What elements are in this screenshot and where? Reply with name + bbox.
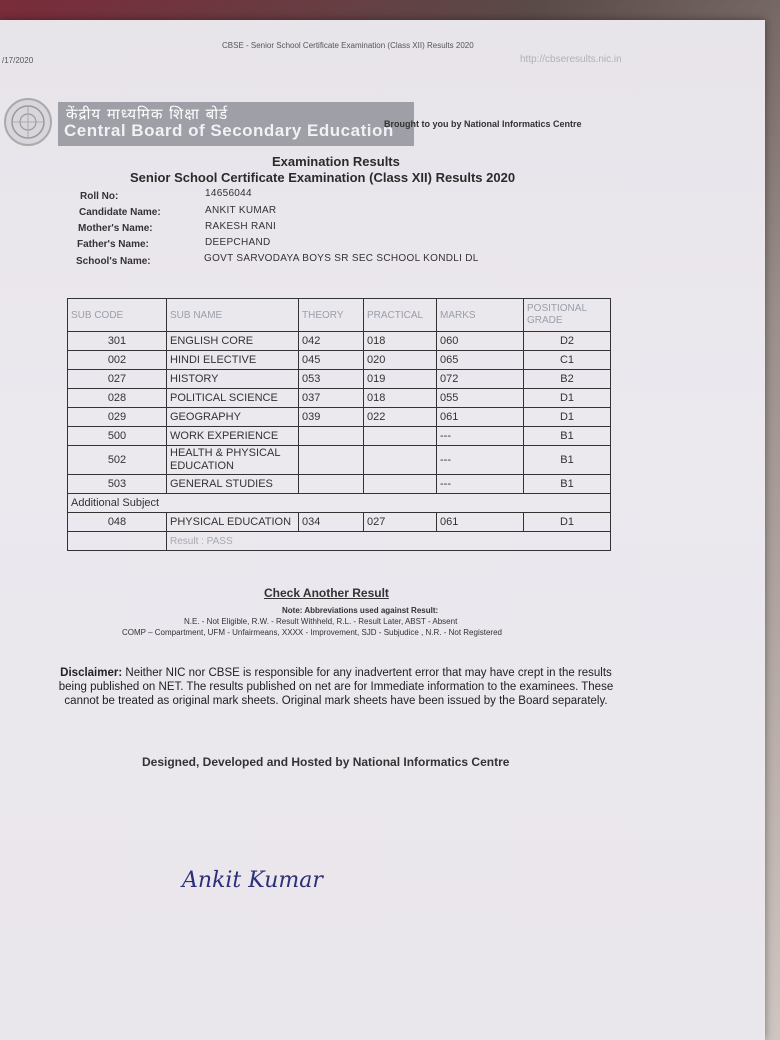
marks-cell: 065 [437,351,524,370]
header-positional-grade: POSITIONAL GRADE [524,299,611,332]
table-row [68,370,611,389]
marks-table [67,298,611,551]
board-name-english: Central Board of Secondary Education [64,121,394,140]
grade-cell: D1 [524,513,611,532]
sub-code-cell: 002 [68,351,167,370]
handwritten-signature: Ankit Kumar [182,868,323,893]
sub-code-cell: 502 [68,446,167,475]
table-row [68,513,611,532]
sub-name-cell: ENGLISH CORE [167,332,299,351]
theory-cell: 042 [299,332,364,351]
practical-cell: 022 [364,408,437,427]
header-sub-code: SUB CODE [68,299,167,332]
sub-code-cell: 028 [68,389,167,408]
practical-cell: 019 [364,370,437,389]
table-row [68,446,611,475]
note-line-1: N.E. - Not Eligible, R.W. - Result Withheld, R.L. - Result Later, ABST - Absent [184,617,458,626]
sub-name-cell: GENERAL STUDIES [167,475,299,494]
table-row [68,351,611,370]
marks-cell: --- [437,446,524,475]
note-line-2: COMP – Compartment, UFM - Unfairmeans, XXXX - Improvement, SJD - Subjudice , N.R. - Not Registered [122,628,502,637]
theory-cell: 039 [299,408,364,427]
header-sub-name: SUB NAME [167,299,299,332]
grade-cell: D1 [524,408,611,427]
cbse-emblem-icon [4,98,52,146]
print-date: /17/2020 [2,56,34,65]
board-name-hindi: केंद्रीय माध्यमिक शिक्षा बोर्ड [66,105,229,123]
practical-cell: 018 [364,332,437,351]
result-spacer [68,532,167,551]
sub-code-cell: 301 [68,332,167,351]
practical-cell [364,475,437,494]
sub-code-cell: 027 [68,370,167,389]
note-title: Note: Abbreviations used against Result: [282,606,439,615]
table-row [68,427,611,446]
marks-cell: 061 [437,513,524,532]
exam-results-heading: Examination Results [272,154,400,169]
sub-code-cell: 500 [68,427,167,446]
sub-name-cell: GEOGRAPHY [167,408,299,427]
theory-cell: 053 [299,370,364,389]
marks-cell: 060 [437,332,524,351]
sub-name-cell: WORK EXPERIENCE [167,427,299,446]
grade-cell: B2 [524,370,611,389]
disclaimer-block [56,666,616,708]
marks-cell: 061 [437,408,524,427]
theory-cell [299,446,364,475]
roll-value: 14656044 [205,188,252,199]
sub-name-cell: HEALTH & PHYSICAL EDUCATION [167,446,299,475]
check-another-result-link[interactable]: Check Another Result [264,586,389,600]
father-name-label: Father's Name: [77,239,149,250]
table-row [68,475,611,494]
roll-label: Roll No: [80,191,119,202]
theory-cell: 034 [299,513,364,532]
header-theory: THEORY [299,299,364,332]
theory-cell: 045 [299,351,364,370]
grade-cell: D2 [524,332,611,351]
grade-cell: B1 [524,427,611,446]
printed-result-sheet [0,20,765,1040]
additional-subject-label: Additional Subject [68,494,611,513]
practical-cell: 027 [364,513,437,532]
marks-cell: 055 [437,389,524,408]
sub-code-cell: 503 [68,475,167,494]
designed-by-text: Designed, Developed and Hosted by National Informatics Centre [142,755,510,769]
disclaimer-text: Neither NIC nor CBSE is responsible for any inadvertent error that may have crept in the results being published on NET. The results published on net are for Immediate information to the examinees. These cannot be treated as original mark sheets. Original mark sheets have been issued by the Board separately. [58,667,614,707]
grade-cell: C1 [524,351,611,370]
sub-name-cell: POLITICAL SCIENCE [167,389,299,408]
candidate-name-label: Candidate Name: [79,207,161,218]
grade-cell: D1 [524,389,611,408]
candidate-name-value: ANKIT KUMAR [205,205,277,216]
header-practical: PRACTICAL [364,299,437,332]
sub-code-cell: 029 [68,408,167,427]
brought-by-text: Brought to you by National Informatics Centre [384,119,582,129]
result-status: Result : PASS [167,532,611,551]
exam-subtitle: Senior School Certificate Examination (Class XII) Results 2020 [130,170,516,185]
mother-name-value: RAKESH RANI [205,221,277,232]
mother-name-label: Mother's Name: [78,223,153,234]
practical-cell: 018 [364,389,437,408]
sub-name-cell: HISTORY [167,370,299,389]
theory-cell [299,475,364,494]
practical-cell [364,446,437,475]
marks-cell: 072 [437,370,524,389]
grade-cell: B1 [524,475,611,494]
theory-cell [299,427,364,446]
marks-cell: --- [437,475,524,494]
school-name-value: GOVT SARVODAYA BOYS SR SEC SCHOOL KONDLI DL [204,253,479,264]
practical-cell: 020 [364,351,437,370]
father-name-value: DEEPCHAND [205,237,271,248]
practical-cell [364,427,437,446]
grade-cell: B1 [524,446,611,475]
additional-subject-row [68,494,611,513]
header-marks: MARKS [437,299,524,332]
marks-table-body [68,332,611,551]
print-page-title: CBSE - Senior School Certificate Examination (Class XII) Results 2020 [222,41,474,50]
theory-cell: 037 [299,389,364,408]
print-url: http://cbseresults.nic.in [520,54,622,65]
sub-name-cell: PHYSICAL EDUCATION [167,513,299,532]
table-row [68,389,611,408]
table-row [68,332,611,351]
school-name-label: School's Name: [76,256,151,267]
table-row [68,408,611,427]
disclaimer-label: Disclaimer: [60,667,123,679]
table-header-row [68,299,611,332]
sub-name-cell: HINDI ELECTIVE [167,351,299,370]
sub-code-cell: 048 [68,513,167,532]
marks-cell: --- [437,427,524,446]
result-row [68,532,611,551]
